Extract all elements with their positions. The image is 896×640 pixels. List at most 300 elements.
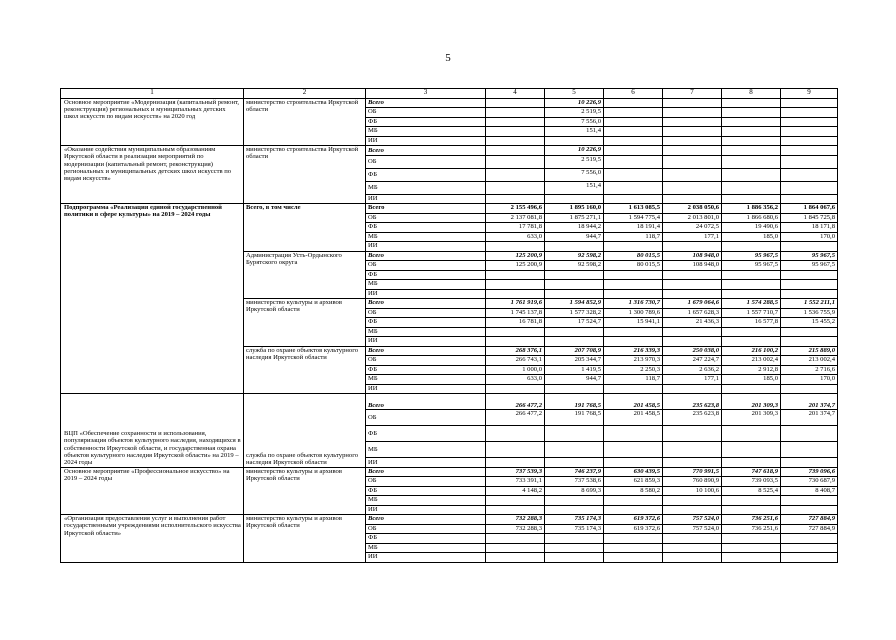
- amount-cell: [486, 194, 545, 204]
- amount-cell: 201 458,5: [604, 410, 663, 426]
- amount-cell: 80 015,5: [604, 261, 663, 271]
- executor-cell: служба по охране объектов культурного наследия Иркутской области: [244, 346, 366, 394]
- funding-source-cell: ФБ: [366, 117, 486, 127]
- amount-cell: [663, 327, 722, 337]
- amount-cell: [545, 280, 604, 290]
- amount-cell: [663, 289, 722, 299]
- amount-cell: 630 439,5: [604, 467, 663, 477]
- amount-cell: [545, 337, 604, 347]
- funding-source-cell: МБ: [366, 181, 486, 194]
- amount-cell: [545, 496, 604, 506]
- amount-cell: 125 200,9: [486, 261, 545, 271]
- amount-cell: [604, 168, 663, 181]
- amount-cell: 215 889,0: [781, 346, 838, 356]
- program-title-cell: «Оказание содействия муниципальным образованиям Иркутской области в реализации мероприятий по модернизации (капитальный ремонт, реконструкция) региональных и муниципальных детских школ искусств по видам искусств»: [61, 146, 244, 204]
- amount-cell: [663, 181, 722, 194]
- funding-source-cell: МБ: [366, 232, 486, 242]
- amount-cell: [545, 458, 604, 468]
- executor-cell: министерство строительства Иркутской области: [244, 146, 366, 204]
- amount-cell: [722, 168, 781, 181]
- amount-cell: [486, 442, 545, 458]
- amount-cell: [781, 280, 838, 290]
- amount-cell: 185,0: [722, 375, 781, 385]
- amount-cell: 80 015,5: [604, 251, 663, 261]
- amount-cell: [604, 327, 663, 337]
- amount-cell: [722, 155, 781, 168]
- amount-cell: 633,0: [486, 375, 545, 385]
- amount-cell: 213 970,3: [604, 356, 663, 366]
- amount-cell: [604, 496, 663, 506]
- funding-source-cell: ФБ: [366, 426, 486, 442]
- amount-cell: 2 250,3: [604, 365, 663, 375]
- amount-cell: 944,7: [545, 375, 604, 385]
- amount-cell: [781, 136, 838, 146]
- amount-cell: [722, 534, 781, 544]
- amount-cell: [663, 136, 722, 146]
- amount-cell: [722, 458, 781, 468]
- funding-source-cell: МБ: [366, 543, 486, 553]
- table-row: [61, 467, 838, 477]
- amount-cell: [545, 442, 604, 458]
- amount-cell: 268 376,1: [486, 346, 545, 356]
- program-title-cell: Основное мероприятие «Профессиональное искусство» на 2019 – 2024 годы: [61, 467, 244, 515]
- amount-cell: [486, 543, 545, 553]
- funding-source-cell: Всего: [366, 251, 486, 261]
- funding-source-cell: ИИ: [366, 384, 486, 394]
- amount-cell: [486, 289, 545, 299]
- header-row: [61, 89, 838, 99]
- amount-cell: [663, 384, 722, 394]
- amount-cell: 213 002,4: [781, 356, 838, 366]
- amount-cell: 633,0: [486, 232, 545, 242]
- amount-cell: 191 768,5: [545, 410, 604, 426]
- amount-cell: [663, 534, 722, 544]
- amount-cell: [781, 181, 838, 194]
- amount-cell: [486, 458, 545, 468]
- amount-cell: [663, 337, 722, 347]
- funding-source-cell: ОБ: [366, 261, 486, 271]
- amount-cell: 746 237,9: [545, 467, 604, 477]
- header-cell: 3: [366, 89, 486, 99]
- amount-cell: [781, 98, 838, 108]
- funding-source-cell: ФБ: [366, 223, 486, 233]
- funding-source-cell: ФБ: [366, 168, 486, 181]
- header-cell: 8: [722, 89, 781, 99]
- amount-cell: 151,4: [545, 181, 604, 194]
- amount-cell: [486, 155, 545, 168]
- amount-cell: [486, 496, 545, 506]
- amount-cell: 177,1: [663, 375, 722, 385]
- amount-cell: [722, 242, 781, 252]
- amount-cell: [781, 384, 838, 394]
- amount-cell: [722, 426, 781, 442]
- funding-source-cell: Всего: [366, 346, 486, 356]
- amount-cell: [781, 442, 838, 458]
- funding-source-cell: Всего: [366, 467, 486, 477]
- amount-cell: 92 598,2: [545, 261, 604, 271]
- amount-cell: 201 374,7: [781, 394, 838, 410]
- amount-cell: [781, 458, 838, 468]
- funding-source-cell: ИИ: [366, 136, 486, 146]
- amount-cell: [722, 280, 781, 290]
- header-cell: 5: [545, 89, 604, 99]
- amount-cell: 170,0: [781, 232, 838, 242]
- amount-cell: 733 391,1: [486, 477, 545, 487]
- funding-source-cell: Всего: [366, 515, 486, 525]
- amount-cell: 757 524,0: [663, 524, 722, 534]
- amount-cell: [486, 117, 545, 127]
- amount-cell: [486, 426, 545, 442]
- amount-cell: 95 967,5: [781, 261, 838, 271]
- amount-cell: [604, 270, 663, 280]
- executor-cell: министерство строительства Иркутской области: [244, 98, 366, 146]
- amount-cell: 8 525,4: [722, 486, 781, 496]
- amount-cell: 15 455,2: [781, 318, 838, 328]
- amount-cell: 266 477,2: [486, 410, 545, 426]
- amount-cell: [781, 337, 838, 347]
- amount-cell: 1 316 730,7: [604, 299, 663, 309]
- funding-source-cell: ИИ: [366, 337, 486, 347]
- amount-cell: [604, 553, 663, 563]
- amount-cell: [722, 327, 781, 337]
- funding-source-cell: МБ: [366, 496, 486, 506]
- amount-cell: [781, 117, 838, 127]
- amount-cell: 1 594 775,4: [604, 213, 663, 223]
- amount-cell: 18 171,8: [781, 223, 838, 233]
- amount-cell: 2 038 050,6: [663, 204, 722, 214]
- amount-cell: [663, 194, 722, 204]
- amount-cell: 108 948,0: [663, 251, 722, 261]
- amount-cell: 2 013 801,0: [663, 213, 722, 223]
- amount-cell: 747 618,9: [722, 467, 781, 477]
- amount-cell: 235 623,8: [663, 410, 722, 426]
- amount-cell: 19 490,6: [722, 223, 781, 233]
- amount-cell: 1 000,0: [486, 365, 545, 375]
- amount-cell: [722, 553, 781, 563]
- amount-cell: 18 944,2: [545, 223, 604, 233]
- amount-cell: [663, 543, 722, 553]
- amount-cell: 1 845 725,8: [781, 213, 838, 223]
- amount-cell: 4 148,2: [486, 486, 545, 496]
- amount-cell: [722, 337, 781, 347]
- table-row: [61, 146, 838, 156]
- amount-cell: 739 093,5: [722, 477, 781, 487]
- amount-cell: 736 251,6: [722, 524, 781, 534]
- amount-cell: [722, 117, 781, 127]
- amount-cell: [781, 553, 838, 563]
- amount-cell: [604, 181, 663, 194]
- amount-cell: [545, 270, 604, 280]
- amount-cell: 95 967,5: [722, 251, 781, 261]
- amount-cell: [604, 127, 663, 137]
- amount-cell: 10 100,6: [663, 486, 722, 496]
- amount-cell: 10 226,9: [545, 146, 604, 156]
- amount-cell: [604, 505, 663, 515]
- amount-cell: 8 580,2: [604, 486, 663, 496]
- amount-cell: [545, 384, 604, 394]
- amount-cell: [781, 327, 838, 337]
- amount-cell: [781, 289, 838, 299]
- amount-cell: 732 288,3: [486, 524, 545, 534]
- amount-cell: 757 524,0: [663, 515, 722, 525]
- amount-cell: [604, 108, 663, 118]
- amount-cell: [604, 98, 663, 108]
- amount-cell: [663, 155, 722, 168]
- funding-source-cell: Всего: [366, 204, 486, 214]
- table-row: [61, 515, 838, 525]
- funding-source-cell: ИИ: [366, 242, 486, 252]
- amount-cell: [663, 127, 722, 137]
- amount-cell: [604, 117, 663, 127]
- amount-cell: 2 636,2: [663, 365, 722, 375]
- funding-source-cell: ОБ: [366, 155, 486, 168]
- amount-cell: 16 577,8: [722, 318, 781, 328]
- header-cell: 7: [663, 89, 722, 99]
- amount-cell: [722, 505, 781, 515]
- amount-cell: [486, 127, 545, 137]
- executor-cell: служба по охране объектов культурного наследия Иркутской области: [244, 394, 366, 468]
- amount-cell: 201 309,3: [722, 410, 781, 426]
- amount-cell: [604, 289, 663, 299]
- funding-source-cell: ИИ: [366, 505, 486, 515]
- amount-cell: 1 613 085,5: [604, 204, 663, 214]
- funding-source-cell: ОБ: [366, 477, 486, 487]
- amount-cell: 250 038,0: [663, 346, 722, 356]
- amount-cell: [486, 146, 545, 156]
- amount-cell: 21 436,3: [663, 318, 722, 328]
- amount-cell: 235 623,8: [663, 394, 722, 410]
- amount-cell: 1 594 852,9: [545, 299, 604, 309]
- amount-cell: [663, 146, 722, 156]
- funding-source-cell: ФБ: [366, 534, 486, 544]
- amount-cell: [486, 553, 545, 563]
- amount-cell: [663, 242, 722, 252]
- amount-cell: [486, 337, 545, 347]
- amount-cell: [781, 270, 838, 280]
- amount-cell: 201 458,5: [604, 394, 663, 410]
- amount-cell: [604, 543, 663, 553]
- amount-cell: 201 374,7: [781, 410, 838, 426]
- amount-cell: 737 539,3: [486, 467, 545, 477]
- amount-cell: 737 538,6: [545, 477, 604, 487]
- amount-cell: 1 300 789,6: [604, 308, 663, 318]
- amount-cell: [663, 553, 722, 563]
- amount-cell: [781, 534, 838, 544]
- amount-cell: [663, 426, 722, 442]
- amount-cell: 108 948,0: [663, 261, 722, 271]
- amount-cell: 207 708,9: [545, 346, 604, 356]
- amount-cell: 266 743,1: [486, 356, 545, 366]
- amount-cell: 118,7: [604, 375, 663, 385]
- amount-cell: 1 864 067,6: [781, 204, 838, 214]
- amount-cell: [604, 194, 663, 204]
- amount-cell: [722, 127, 781, 137]
- amount-cell: 247 224,7: [663, 356, 722, 366]
- amount-cell: [545, 426, 604, 442]
- amount-cell: [486, 505, 545, 515]
- amount-cell: 95 967,5: [722, 261, 781, 271]
- amount-cell: 2 716,6: [781, 365, 838, 375]
- amount-cell: [545, 194, 604, 204]
- funding-source-cell: МБ: [366, 327, 486, 337]
- table-row: [61, 204, 838, 214]
- amount-cell: 16 781,8: [486, 318, 545, 328]
- amount-cell: [604, 146, 663, 156]
- amount-cell: [545, 543, 604, 553]
- funding-source-cell: ФБ: [366, 318, 486, 328]
- funding-source-cell: Всего: [366, 299, 486, 309]
- amount-cell: [781, 108, 838, 118]
- amount-cell: [486, 280, 545, 290]
- amount-cell: 760 890,9: [663, 477, 722, 487]
- amount-cell: [604, 534, 663, 544]
- amount-cell: 619 372,6: [604, 524, 663, 534]
- amount-cell: [604, 280, 663, 290]
- amount-cell: [781, 168, 838, 181]
- funding-source-cell: ОБ: [366, 410, 486, 426]
- amount-cell: 95 967,5: [781, 251, 838, 261]
- funding-source-cell: ФБ: [366, 270, 486, 280]
- header-cell: 9: [781, 89, 838, 99]
- amount-cell: [604, 458, 663, 468]
- amount-cell: 266 477,2: [486, 394, 545, 410]
- amount-cell: [604, 384, 663, 394]
- amount-cell: 151,4: [545, 127, 604, 137]
- funding-source-cell: МБ: [366, 280, 486, 290]
- amount-cell: [486, 98, 545, 108]
- amount-cell: [781, 194, 838, 204]
- amount-cell: 735 174,3: [545, 524, 604, 534]
- amount-cell: 2 155 496,6: [486, 204, 545, 214]
- funding-source-cell: ФБ: [366, 365, 486, 375]
- amount-cell: 727 884,9: [781, 515, 838, 525]
- amount-cell: 24 072,5: [663, 223, 722, 233]
- amount-cell: [722, 108, 781, 118]
- amount-cell: 177,1: [663, 232, 722, 242]
- amount-cell: 621 859,3: [604, 477, 663, 487]
- amount-cell: [486, 534, 545, 544]
- amount-cell: 18 191,4: [604, 223, 663, 233]
- amount-cell: [663, 505, 722, 515]
- amount-cell: 736 251,6: [722, 515, 781, 525]
- funding-source-cell: МБ: [366, 442, 486, 458]
- amount-cell: [545, 553, 604, 563]
- executor-cell: Всего, в том числе: [244, 204, 366, 252]
- funding-source-cell: ОБ: [366, 213, 486, 223]
- amount-cell: [545, 289, 604, 299]
- amount-cell: 17 781,8: [486, 223, 545, 233]
- amount-cell: 739 096,6: [781, 467, 838, 477]
- amount-cell: 1 574 288,5: [722, 299, 781, 309]
- amount-cell: [486, 181, 545, 194]
- funding-source-cell: ОБ: [366, 524, 486, 534]
- program-title-cell: Основное мероприятие «Модернизация (капитальный ремонт, реконструкция) региональных и муниципальных детских школ искусств по видам искусств» на 2020 год: [61, 98, 244, 146]
- amount-cell: 7 556,0: [545, 117, 604, 127]
- amount-cell: [663, 496, 722, 506]
- amount-cell: 735 174,3: [545, 515, 604, 525]
- amount-cell: 1 866 680,6: [722, 213, 781, 223]
- funding-source-cell: Всего: [366, 98, 486, 108]
- amount-cell: [663, 108, 722, 118]
- header-cell: 4: [486, 89, 545, 99]
- amount-cell: 170,0: [781, 375, 838, 385]
- amount-cell: [781, 426, 838, 442]
- funding-source-cell: Всего: [366, 146, 486, 156]
- amount-cell: [604, 136, 663, 146]
- amount-cell: [663, 458, 722, 468]
- amount-cell: 7 556,0: [545, 168, 604, 181]
- amount-cell: 1 552 211,1: [781, 299, 838, 309]
- amount-cell: [722, 289, 781, 299]
- amount-cell: 1 419,5: [545, 365, 604, 375]
- funding-source-cell: ФБ: [366, 486, 486, 496]
- funding-source-cell: Всего: [366, 394, 486, 410]
- header-cell: 6: [604, 89, 663, 99]
- amount-cell: 2 137 081,8: [486, 213, 545, 223]
- program-title-cell: ВЦП «Обеспечение сохранности и использования, популяризация объектов культурного наследия, находящихся в собственности Иркутской области, и государственная охрана объектов культурного наследия Иркутской области» на 2019 – 2024 годы: [61, 394, 244, 468]
- amount-cell: 1 895 160,0: [545, 204, 604, 214]
- funding-source-cell: ИИ: [366, 289, 486, 299]
- amount-cell: 1 536 755,9: [781, 308, 838, 318]
- amount-cell: [722, 270, 781, 280]
- table-row: [61, 98, 838, 108]
- header-cell: 2: [244, 89, 366, 99]
- funding-source-cell: ИИ: [366, 458, 486, 468]
- header-cell: 1: [61, 89, 244, 99]
- amount-cell: 944,7: [545, 232, 604, 242]
- amount-cell: 125 200,9: [486, 251, 545, 261]
- funding-source-cell: ИИ: [366, 553, 486, 563]
- amount-cell: 1 875 271,1: [545, 213, 604, 223]
- amount-cell: 185,0: [722, 232, 781, 242]
- amount-cell: [486, 136, 545, 146]
- amount-cell: 2 519,5: [545, 155, 604, 168]
- amount-cell: [486, 168, 545, 181]
- amount-cell: [781, 543, 838, 553]
- amount-cell: 732 288,3: [486, 515, 545, 525]
- amount-cell: 1 886 356,2: [722, 204, 781, 214]
- amount-cell: [722, 194, 781, 204]
- amount-cell: 216 100,2: [722, 346, 781, 356]
- amount-cell: 213 002,4: [722, 356, 781, 366]
- amount-cell: 15 941,1: [604, 318, 663, 328]
- amount-cell: [781, 242, 838, 252]
- amount-cell: 2 519,5: [545, 108, 604, 118]
- amount-cell: [486, 270, 545, 280]
- amount-cell: 2 912,8: [722, 365, 781, 375]
- amount-cell: 730 687,9: [781, 477, 838, 487]
- page-number: 5: [445, 52, 451, 64]
- amount-cell: 770 991,5: [663, 467, 722, 477]
- executor-cell: министерство культуры и архивов Иркутской области: [244, 515, 366, 563]
- amount-cell: [722, 181, 781, 194]
- amount-cell: [663, 168, 722, 181]
- amount-cell: 201 309,3: [722, 394, 781, 410]
- amount-cell: 8 408,7: [781, 486, 838, 496]
- amount-cell: [604, 442, 663, 458]
- program-title-cell: Подпрограмма «Реализация единой государственной политики в сфере культуры» на 2019 – 2024 годы: [61, 204, 244, 394]
- program-title-cell: «Организация предоставления услуг и выполнения работ государственными учреждениями исполнительского искусства Иркутской области»: [61, 515, 244, 563]
- amount-cell: [722, 136, 781, 146]
- amount-cell: 17 524,7: [545, 318, 604, 328]
- amount-cell: [486, 327, 545, 337]
- amount-cell: 1 745 137,8: [486, 308, 545, 318]
- amount-cell: [722, 146, 781, 156]
- amount-cell: [663, 117, 722, 127]
- amount-cell: 191 768,5: [545, 394, 604, 410]
- amount-cell: 1 557 710,7: [722, 308, 781, 318]
- funding-source-cell: ИИ: [366, 194, 486, 204]
